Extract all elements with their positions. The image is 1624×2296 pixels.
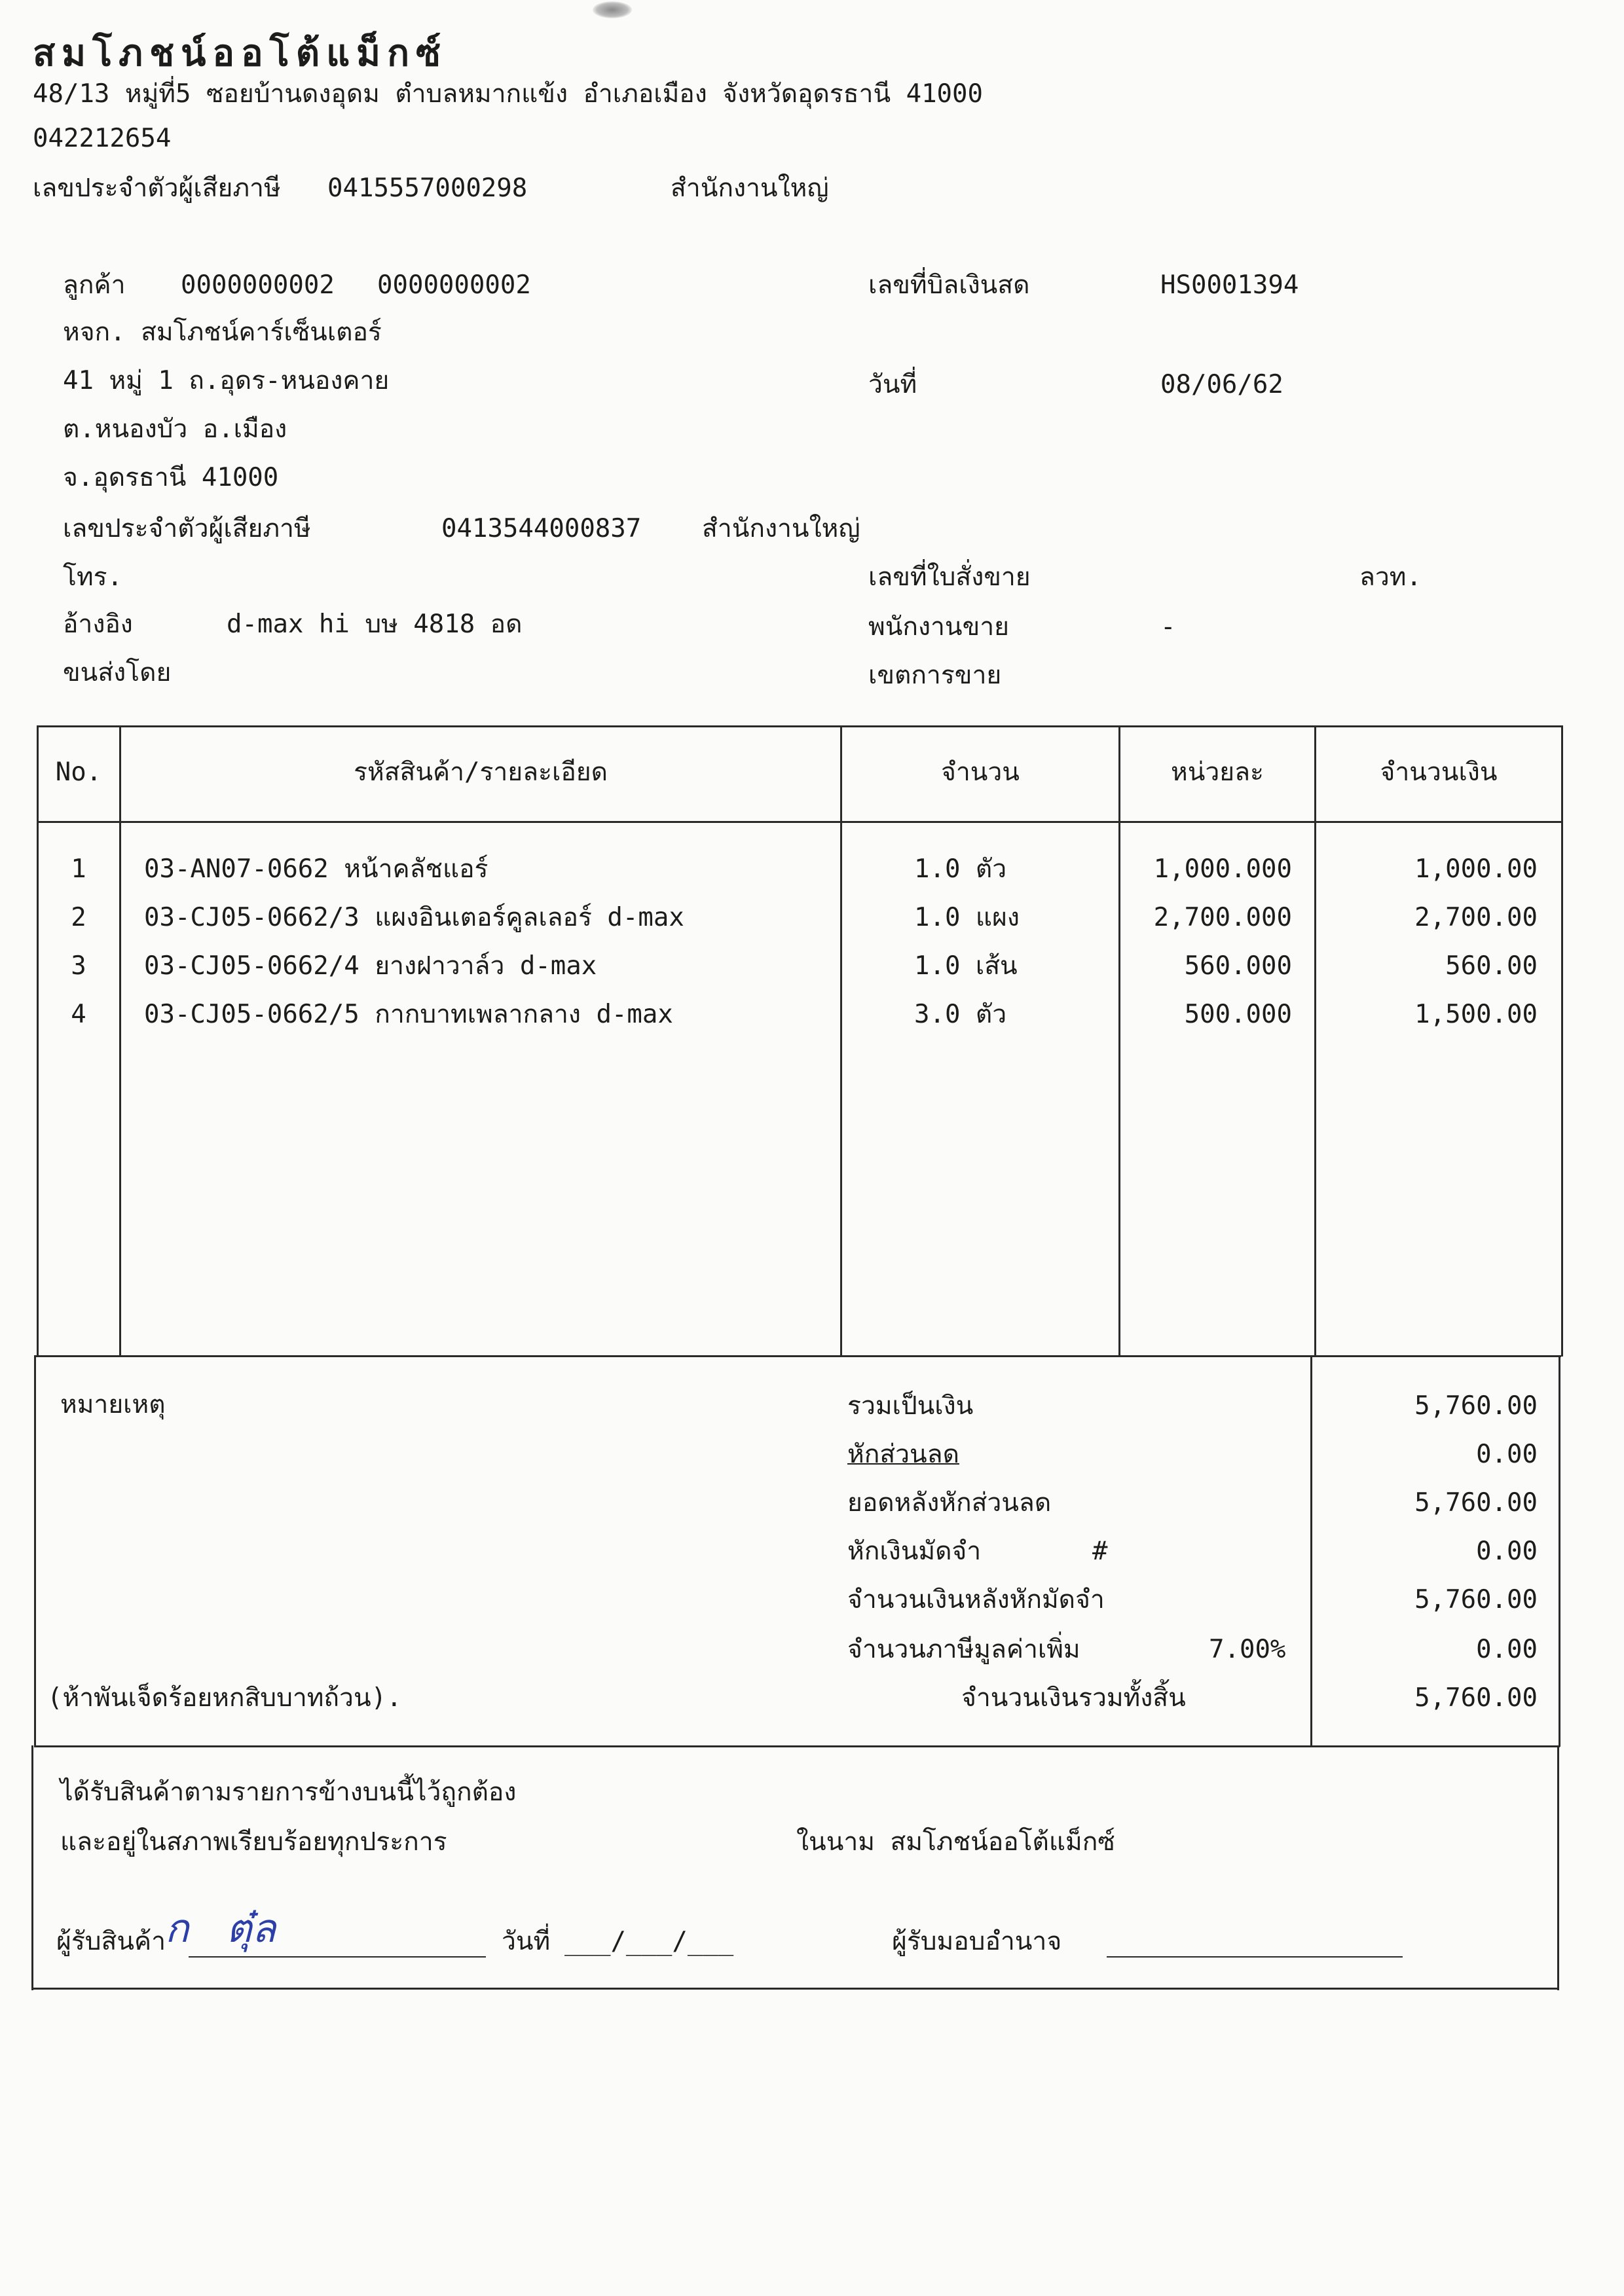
sales-order-value: ลวท.	[1359, 562, 1422, 592]
customer-branch: สำนักงานใหญ่	[702, 514, 860, 543]
customer-phone-label: โทร.	[63, 562, 123, 592]
discount-label: หักส่วนลด	[847, 1440, 959, 1469]
handwritten-signature: ก ตุ๋ล	[165, 1906, 276, 1952]
sales-area-label: เขตการขาย	[868, 661, 1002, 690]
row-quantity: 1.0 ตัว	[914, 854, 1007, 884]
col-header-unit-price: หน่วยละ	[1171, 757, 1264, 787]
customer-code-1: 0000000002	[181, 270, 335, 300]
row-amount: 560.00	[1445, 951, 1538, 981]
authorized-label: ผู้รับมอบอำนาจ	[892, 1927, 1062, 1956]
company-tax-id: 0415557000298	[327, 173, 528, 203]
on-behalf-text: ในนาม สมโภชน์ออโต้แม็กซ์	[796, 1827, 1115, 1857]
row-amount: 1,000.00	[1414, 854, 1538, 884]
receive-date-label: วันที่	[502, 1927, 551, 1956]
row-unit-price: 560.000	[1184, 951, 1292, 981]
row-amount: 2,700.00	[1414, 903, 1538, 932]
after-deposit-label: จำนวนเงินหลังหักมัดจำ	[847, 1585, 1105, 1614]
row-unit-price: 2,700.000	[1153, 903, 1292, 932]
row-unit-price: 500.000	[1184, 1000, 1292, 1029]
shipping-label: ขนส่งโดย	[63, 658, 172, 687]
bill-number: HS0001394	[1160, 270, 1299, 300]
row-no: 2	[71, 903, 86, 932]
company-name: สมโภชน์ออโต้แม็กซ์	[33, 32, 448, 75]
receipt-statement-1: ได้รับสินค้าตามรายการข้างบนนี้ไว้ถูกต้อง	[60, 1777, 517, 1807]
grand-total-value: 5,760.00	[1414, 1683, 1538, 1713]
customer-tax-label: เลขประจำตัวผู้เสียภาษี	[63, 514, 311, 543]
remark-label: หมายเหตุ	[60, 1390, 166, 1419]
subtotal-value: 5,760.00	[1414, 1391, 1538, 1421]
paper-smudge	[593, 1, 632, 18]
row-no: 4	[71, 1000, 86, 1029]
subtotal-label: รวมเป็นเงิน	[847, 1391, 974, 1421]
company-phone: 042212654	[33, 124, 172, 153]
col-header-no: No.	[55, 757, 102, 787]
row-description: 03-CJ05-0662/3 แผงอินเตอร์คูลเลอร์ d-max	[144, 903, 684, 932]
row-no: 1	[71, 854, 86, 884]
row-description: 03-CJ05-0662/5 กากบาทเพลากลาง d-max	[144, 1000, 673, 1029]
col-header-quantity: จำนวน	[941, 757, 1020, 787]
receipt-statement-2: และอยู่ในสภาพเรียบร้อยทุกประการ	[60, 1827, 447, 1857]
invoice-date: 08/06/62	[1160, 370, 1283, 399]
salesperson-label: พนักงานขาย	[868, 612, 1009, 642]
row-no: 3	[71, 951, 86, 981]
row-description: 03-AN07-0662 หน้าคลัชแอร์	[144, 854, 489, 884]
amount-in-words: (ห้าพันเจ็ดร้อยหกสิบบาทถ้วน).	[47, 1683, 402, 1713]
reference-value: d-max hi บษ 4818 อด	[227, 610, 523, 639]
col-header-description: รหัสสินค้า/รายละเอียด	[354, 757, 608, 787]
company-branch: สำนักงานใหญ่	[671, 173, 829, 203]
receiver-label: ผู้รับสินค้า	[56, 1927, 166, 1956]
deposit-value: 0.00	[1476, 1537, 1538, 1566]
customer-address-3: จ.อุดรธานี 41000	[63, 463, 279, 492]
discount-value: 0.00	[1476, 1440, 1538, 1469]
company-tax-label: เลขประจำตัวผู้เสียภาษี	[33, 173, 281, 203]
deposit-mark: #	[1092, 1537, 1108, 1566]
row-quantity: 3.0 ตัว	[914, 1000, 1007, 1029]
vat-value: 0.00	[1476, 1635, 1538, 1664]
vat-rate: 7.00%	[1209, 1635, 1286, 1664]
deposit-label: หักเงินมัดจำ	[847, 1537, 982, 1566]
row-quantity: 1.0 เส้น	[914, 951, 1018, 981]
row-quantity: 1.0 แผง	[914, 903, 1020, 932]
customer-name: หจก. สมโภชน์คาร์เซ็นเตอร์	[63, 318, 382, 347]
customer-tax-id: 0413544000837	[441, 514, 642, 543]
customer-address-2: ต.หนองบัว อ.เมือง	[63, 414, 287, 444]
row-description: 03-CJ05-0662/4 ยางฝาวาล์ว d-max	[144, 951, 597, 981]
company-address: 48/13 หมู่ที่5 ซอยบ้านดงอุดม ตำบลหมากแข้ง อำเภอเมือง จังหวัดอุดรธานี 41000	[33, 79, 983, 109]
authorized-signature-line	[1107, 1956, 1403, 1958]
row-amount: 1,500.00	[1414, 1000, 1538, 1029]
salesperson-value: -	[1160, 612, 1176, 642]
customer-code-2: 0000000002	[377, 270, 531, 300]
reference-label: อ้างอิง	[63, 610, 133, 639]
bill-number-label: เลขที่บิลเงินสด	[868, 270, 1030, 300]
col-header-amount: จำนวนเงิน	[1380, 757, 1498, 787]
vat-label: จำนวนภาษีมูลค่าเพิ่ม	[847, 1635, 1080, 1664]
sales-order-label: เลขที่ใบสั่งขาย	[868, 562, 1031, 592]
customer-label: ลูกค้า	[63, 270, 126, 300]
receive-date-blank: ___/___/___	[564, 1927, 734, 1956]
grand-total-label: จำนวนเงินรวมทั้งสิ้น	[961, 1683, 1186, 1713]
after-discount-label: ยอดหลังหักส่วนลด	[847, 1488, 1052, 1518]
after-deposit-value: 5,760.00	[1414, 1585, 1538, 1614]
invoice-date-label: วันที่	[868, 370, 917, 399]
customer-address-1: 41 หมู่ 1 ถ.อุดร-หนองคาย	[63, 366, 390, 395]
after-discount-value: 5,760.00	[1414, 1488, 1538, 1518]
row-unit-price: 1,000.000	[1153, 854, 1292, 884]
